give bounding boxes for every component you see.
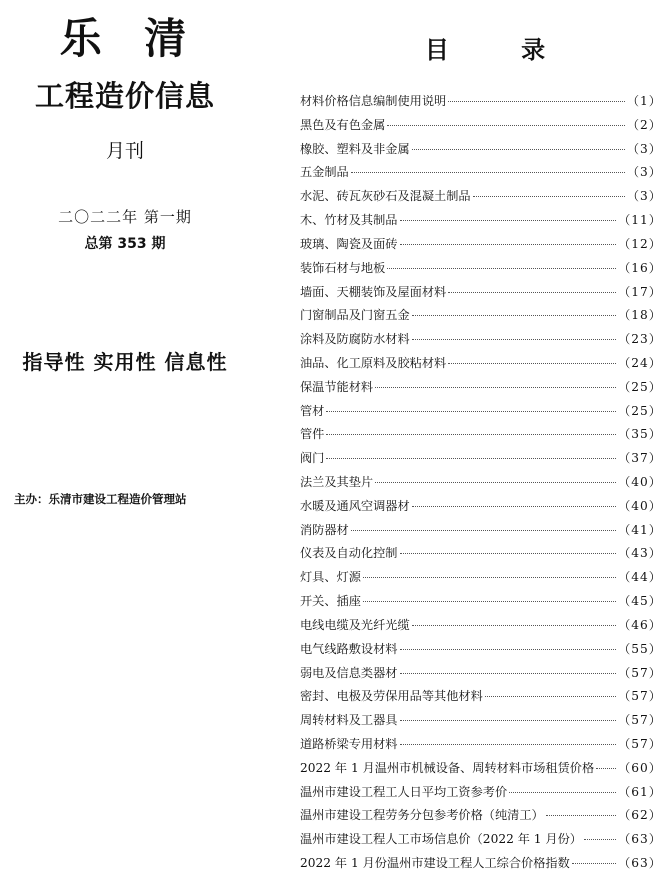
toc-item-label: 周转材料及工器具	[300, 713, 398, 728]
toc-item[interactable]	[300, 116, 662, 140]
toc-item-page: （25）	[618, 403, 662, 418]
toc-item[interactable]	[300, 330, 662, 354]
toc-item-label: 材料价格信息编制使用说明	[300, 94, 447, 108]
city-name: 乐 清	[59, 14, 201, 63]
toc-leader-dots	[572, 863, 616, 864]
toc-item-label: 涂料及防腐防水材料	[300, 332, 410, 347]
sponsor: 主办：乐清市建设工程造价管理站	[14, 492, 187, 506]
toc-item-page: （57）	[618, 736, 662, 751]
toc-item-page: （37）	[618, 451, 662, 466]
toc-item-page: （40）	[618, 475, 662, 489]
toc-item[interactable]	[300, 664, 662, 688]
toc-item-page: （2）	[626, 117, 662, 132]
motto: 指导性 实用性 信息性	[22, 350, 228, 374]
toc-item-page: （63）	[618, 832, 662, 847]
toc-item-label: 开关、插座	[300, 594, 361, 609]
toc-item-label: 水泥、砖瓦灰砂石及混凝土制品	[300, 189, 471, 204]
toc-item-label: 橡胶、塑料及非金属	[300, 141, 410, 156]
toc-item-page: （57）	[618, 665, 662, 680]
toc-item[interactable]	[300, 497, 662, 521]
toc-item[interactable]	[300, 544, 662, 568]
toc-item-label: 油品、化工原料及胶粘材料	[300, 355, 447, 370]
toc-item-page: （63）	[618, 856, 662, 870]
toc-item-label: 2022 年 1 月份温州市建设工程人工综合价格指数	[300, 856, 570, 870]
toc-leader-dots	[473, 196, 625, 197]
toc-item[interactable]	[300, 259, 662, 283]
toc-leader-dots	[387, 268, 616, 269]
toc-item-label: 木、竹材及其制品	[300, 213, 398, 228]
toc-item[interactable]	[300, 425, 662, 449]
toc-leader-dots	[412, 149, 625, 150]
bulletin-title: 工程造价信息	[34, 79, 215, 113]
toc-item-label: 水暖及通风空调器材	[300, 498, 410, 513]
toc-item[interactable]	[300, 687, 662, 711]
toc-item[interactable]	[300, 449, 662, 473]
toc-item-label: 弱电及信息类器材	[300, 665, 398, 680]
toc-item[interactable]	[300, 92, 662, 116]
toc-item[interactable]	[300, 592, 662, 616]
toc-item-page: （43）	[618, 546, 662, 561]
toc-item-page: （46）	[618, 617, 662, 632]
issue-year: 二〇二二年 第一期	[58, 208, 192, 226]
toc-item[interactable]	[300, 473, 662, 497]
toc-item[interactable]	[300, 378, 662, 402]
toc-leader-dots	[351, 172, 625, 173]
toc-item-page: （16）	[618, 260, 662, 275]
toc-leader-dots	[387, 125, 625, 126]
toc-item[interactable]	[300, 402, 662, 426]
toc-leader-dots	[400, 649, 617, 650]
toc-item-page: （1）	[626, 94, 662, 108]
toc-item-page: （18）	[618, 308, 662, 323]
toc-item[interactable]	[300, 783, 662, 807]
toc-item-label: 装饰石材与地板	[300, 260, 386, 275]
toc-item-page: （62）	[618, 808, 662, 823]
toc-leader-dots	[448, 292, 616, 293]
toc-title: 目 录	[424, 35, 578, 64]
toc-item-label: 消防器材	[300, 522, 349, 537]
toc-leader-dots	[596, 768, 616, 769]
toc-leader-dots	[351, 530, 616, 531]
toc-item[interactable]	[300, 616, 662, 640]
toc-leader-dots	[326, 411, 616, 412]
toc-item[interactable]	[300, 640, 662, 664]
toc-item-page: （60）	[618, 760, 662, 775]
toc-leader-dots	[375, 482, 616, 483]
toc-item-label: 道路桥梁专用材料	[300, 736, 398, 751]
toc-item-page: （57）	[618, 713, 662, 728]
toc-item-label: 密封、电极及劳保用品等其他材料	[300, 689, 483, 704]
toc-item-page: （45）	[618, 594, 662, 609]
toc-item-label: 玻璃、陶瓷及面砖	[300, 236, 398, 251]
toc-item-label: 墙面、天棚装饰及屋面材料	[300, 284, 447, 299]
toc-item-page: （57）	[618, 689, 662, 704]
toc-leader-dots	[485, 696, 616, 697]
toc-leader-dots	[412, 315, 616, 316]
toc-leader-dots	[509, 792, 616, 793]
toc-leader-dots	[363, 577, 616, 578]
toc-item[interactable]	[300, 354, 662, 378]
toc-leader-dots	[400, 244, 617, 245]
toc-leader-dots	[326, 434, 616, 435]
toc-item-page: （3）	[626, 189, 662, 204]
toc-item-page: （24）	[618, 355, 662, 370]
toc-item-label: 仪表及自动化控制	[300, 546, 398, 561]
toc-item[interactable]	[300, 830, 662, 854]
toc-leader-dots	[326, 458, 616, 459]
toc-item[interactable]	[300, 235, 662, 259]
toc-item-page: （3）	[626, 165, 662, 180]
toc-item-page: （40）	[618, 498, 662, 513]
toc-item-label: 2022 年 1 月温州市机械设备、周转材料市场租赁价格	[300, 760, 595, 775]
toc-leader-dots	[412, 506, 616, 507]
toc-leader-dots	[363, 601, 616, 602]
toc-item-label: 门窗制品及门窗五金	[300, 308, 410, 323]
toc-leader-dots	[546, 815, 616, 816]
toc-item[interactable]	[300, 735, 662, 759]
toc-leader-dots	[448, 101, 625, 102]
toc-item-label: 温州市建设工程人工市场信息价（2022 年 1 月份）	[300, 832, 582, 847]
toc-item-label: 管材	[300, 403, 325, 418]
frequency-label: 月刊	[105, 140, 144, 162]
toc-item[interactable]	[300, 187, 662, 211]
toc-item-label: 灯具、灯源	[300, 570, 361, 585]
toc-item-page: （44）	[618, 570, 662, 585]
toc-item-label: 五金制品	[300, 165, 349, 180]
toc-item-label: 法兰及其垫片	[300, 475, 374, 489]
toc-leader-dots	[400, 744, 617, 745]
toc-item-label: 温州市建设工程工人日平均工资参考价	[300, 784, 508, 799]
toc-item-page: （41）	[618, 522, 662, 537]
toc-leader-dots	[448, 363, 616, 364]
toc-leader-dots	[412, 625, 616, 626]
toc-item-label: 保温节能材料	[300, 379, 374, 394]
toc-item-page: （23）	[618, 332, 662, 347]
toc-item[interactable]	[300, 306, 662, 330]
toc-leader-dots	[400, 673, 617, 674]
toc-list	[300, 92, 662, 878]
toc-item[interactable]	[300, 806, 662, 830]
toc-item[interactable]	[300, 854, 662, 878]
toc-item-page: （17）	[618, 284, 662, 299]
toc-item-page: （11）	[618, 213, 662, 228]
toc-item-page: （61）	[618, 784, 662, 799]
toc-item[interactable]	[300, 163, 662, 187]
toc-item[interactable]	[300, 711, 662, 735]
toc-leader-dots	[375, 387, 616, 388]
toc-item-page: （3）	[626, 141, 662, 156]
table-of-contents	[300, 0, 662, 895]
toc-item[interactable]	[300, 568, 662, 592]
toc-item-page: （25）	[618, 379, 662, 394]
toc-item-page: （12）	[618, 236, 662, 251]
toc-leader-dots	[400, 220, 617, 221]
toc-leader-dots	[400, 553, 617, 554]
toc-item-label: 温州市建设工程劳务分包参考价格（纯清工）	[300, 808, 544, 823]
toc-leader-dots	[400, 720, 617, 721]
toc-item[interactable]	[300, 140, 662, 164]
toc-item[interactable]	[300, 211, 662, 235]
toc-leader-dots	[584, 839, 616, 840]
toc-item-label: 管件	[300, 427, 325, 442]
toc-item-page: （55）	[618, 641, 662, 656]
toc-item[interactable]	[300, 521, 662, 545]
toc-item-page: （35）	[618, 427, 662, 442]
toc-item-label: 电线电缆及光纤光缆	[300, 617, 410, 632]
toc-item-label: 阀门	[300, 451, 325, 466]
toc-item[interactable]	[300, 759, 662, 783]
toc-item-label: 黑色及有色金属	[300, 117, 386, 132]
issue-total: 总第 353 期	[84, 236, 166, 252]
toc-leader-dots	[412, 339, 616, 340]
cover-panel	[0, 0, 250, 895]
toc-item[interactable]	[300, 283, 662, 307]
toc-item-label: 电气线路敷设材料	[300, 641, 398, 656]
